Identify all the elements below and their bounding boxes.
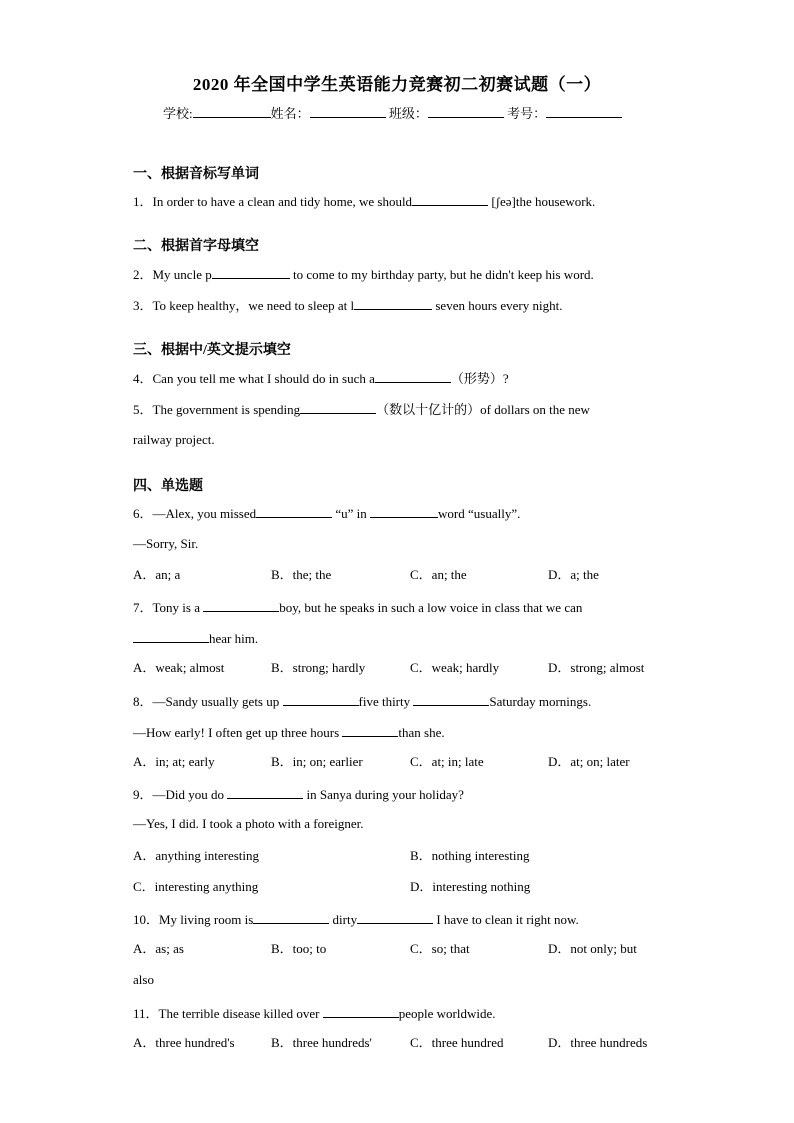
name-label: 姓名： [270, 106, 310, 121]
q1-text-b: [ʃeə]the housework. [488, 194, 596, 209]
q9-option-b[interactable]: B．nothing interesting [410, 848, 530, 863]
q7-blank-2[interactable] [133, 629, 209, 643]
q3-text-b: seven hours every night. [432, 298, 563, 313]
q7-option-c[interactable]: C．weak; hardly [410, 660, 500, 675]
q7-text-a: 7．Tony is a [133, 600, 204, 615]
q2-blank[interactable] [212, 265, 290, 279]
q6-option-a[interactable]: A．an; a [133, 567, 181, 582]
q10-text-c: I have to clean it right now. [433, 912, 579, 927]
section-1-heading: 一、根据音标写单词 [133, 167, 259, 182]
q10-text-b: dirty [329, 912, 358, 927]
question-5 [133, 400, 590, 418]
q8-text-a: 8．—Sandy usually gets up [133, 694, 283, 709]
q11-blank[interactable] [323, 1004, 399, 1018]
q4-blank[interactable] [375, 369, 451, 383]
q1-blank[interactable] [412, 192, 488, 206]
q9-blank[interactable] [227, 785, 303, 799]
question-6-reply: —Sorry, Sir. [133, 536, 199, 551]
q6-option-d[interactable]: D．a; the [548, 567, 599, 582]
q9-option-a[interactable]: A．anything interesting [133, 848, 260, 863]
q7-option-a[interactable]: A．weak; almost [133, 660, 225, 675]
q8-option-c[interactable]: C．at; in; late [410, 754, 484, 769]
q10-blank-1[interactable] [253, 910, 329, 924]
q8-text-d: —How early! I often get up three hours [133, 725, 343, 740]
question-6 [133, 504, 520, 522]
q7-option-b[interactable]: B．strong; hardly [271, 660, 366, 675]
q2-text-b: to come to my birthday party, but he didn't keep his word. [289, 267, 594, 282]
class-label: 班级： [388, 106, 428, 121]
question-2 [133, 265, 594, 283]
q5-blank[interactable] [300, 400, 376, 414]
section-3-heading: 三、根据中/英文提示填空 [133, 343, 291, 358]
q8-blank-2[interactable] [413, 692, 489, 706]
q2-text-a: 2．My uncle p [133, 267, 212, 282]
q1-text-a: 1．In order to have a clean and tidy home, we should [133, 194, 413, 209]
q10-option-c[interactable]: C．so; that [410, 941, 470, 956]
q6-text-c: word “usually”. [438, 506, 521, 521]
q6-blank-1[interactable] [256, 504, 332, 518]
question-8 [133, 692, 591, 710]
question-9 [133, 785, 464, 803]
q7-text-c: hear him. [209, 631, 259, 646]
q6-text-b: “u” in [332, 506, 371, 521]
question-10 [133, 910, 579, 928]
question-7 [133, 598, 582, 616]
q6-option-b[interactable]: B．the; the [271, 567, 332, 582]
school-blank[interactable] [193, 104, 271, 118]
q8-blank-1[interactable] [283, 692, 359, 706]
q11-option-a[interactable]: A．three hundred's [133, 1035, 235, 1050]
q7-text-b: boy, but he speaks in such a low voice in class that we can [279, 600, 583, 615]
q8-option-a[interactable]: A．in; at; early [133, 754, 215, 769]
question-3 [133, 296, 562, 314]
q11-text-b: people worldwide. [398, 1006, 496, 1021]
question-5-continued: railway project. [133, 432, 215, 447]
question-9-reply: —Yes, I did. I took a photo with a foreigner. [133, 816, 364, 831]
school-label: 学校: [163, 106, 193, 121]
q4-text-b: （形势）? [450, 371, 509, 386]
q8-text-b: five thirty [358, 694, 414, 709]
question-7-continued [133, 629, 258, 647]
q8-blank-3[interactable] [342, 723, 398, 737]
q9-text-a: 9．—Did you do [133, 787, 228, 802]
q10-text-a: 10．My living room is [133, 912, 254, 927]
q10-option-a[interactable]: A．as; as [133, 941, 184, 956]
q11-option-d[interactable]: D．three hundreds [548, 1035, 648, 1050]
page-title: 2020 年全国中学生英语能力竞赛初二初赛试题（一） [192, 75, 602, 94]
q6-blank-2[interactable] [370, 504, 438, 518]
q5-text-a: 5．The government is spending [133, 402, 301, 417]
id-blank[interactable] [546, 104, 622, 118]
q4-text-a: 4．Can you tell me what I should do in such a [133, 371, 375, 386]
q3-text-a: 3．To keep healthy，we need to sleep at l [133, 298, 355, 313]
q10-option-b[interactable]: B．too; to [271, 941, 327, 956]
q10-option-d[interactable]: D．not only; but [548, 941, 637, 956]
q11-text-a: 11．The terrible disease killed over [133, 1006, 323, 1021]
q6-text-a: 6．—Alex, you missed [133, 506, 257, 521]
question-8-reply [133, 723, 445, 741]
q6-option-c[interactable]: C．an; the [410, 567, 467, 582]
question-1 [133, 192, 595, 210]
student-info-row [163, 103, 622, 122]
section-4-heading: 四、单选题 [133, 479, 203, 494]
q7-option-d[interactable]: D．strong; almost [548, 660, 645, 675]
id-label: 考号： [507, 106, 547, 121]
q9-text-b: in Sanya during your holiday? [303, 787, 464, 802]
q3-blank[interactable] [354, 296, 432, 310]
q11-option-c[interactable]: C．three hundred [410, 1035, 504, 1050]
q9-option-d[interactable]: D．interesting nothing [410, 879, 531, 894]
q8-text-e: than she. [398, 725, 445, 740]
q8-text-c: Saturday mornings. [489, 694, 592, 709]
q9-option-c[interactable]: C．interesting anything [133, 879, 259, 894]
q7-blank-1[interactable] [203, 598, 279, 612]
q5-text-b: （数以十亿计的）of dollars on the new [376, 402, 590, 417]
q10-blank-2[interactable] [357, 910, 433, 924]
class-blank[interactable] [428, 104, 504, 118]
name-blank[interactable] [310, 104, 386, 118]
q8-option-d[interactable]: D．at; on; later [548, 754, 630, 769]
question-11 [133, 1004, 496, 1022]
q8-option-b[interactable]: B．in; on; earlier [271, 754, 363, 769]
section-2-heading: 二、根据首字母填空 [133, 239, 259, 254]
q10-option-d-wrap: also [133, 972, 154, 987]
q11-option-b[interactable]: B．three hundreds' [271, 1035, 372, 1050]
question-4 [133, 369, 509, 387]
